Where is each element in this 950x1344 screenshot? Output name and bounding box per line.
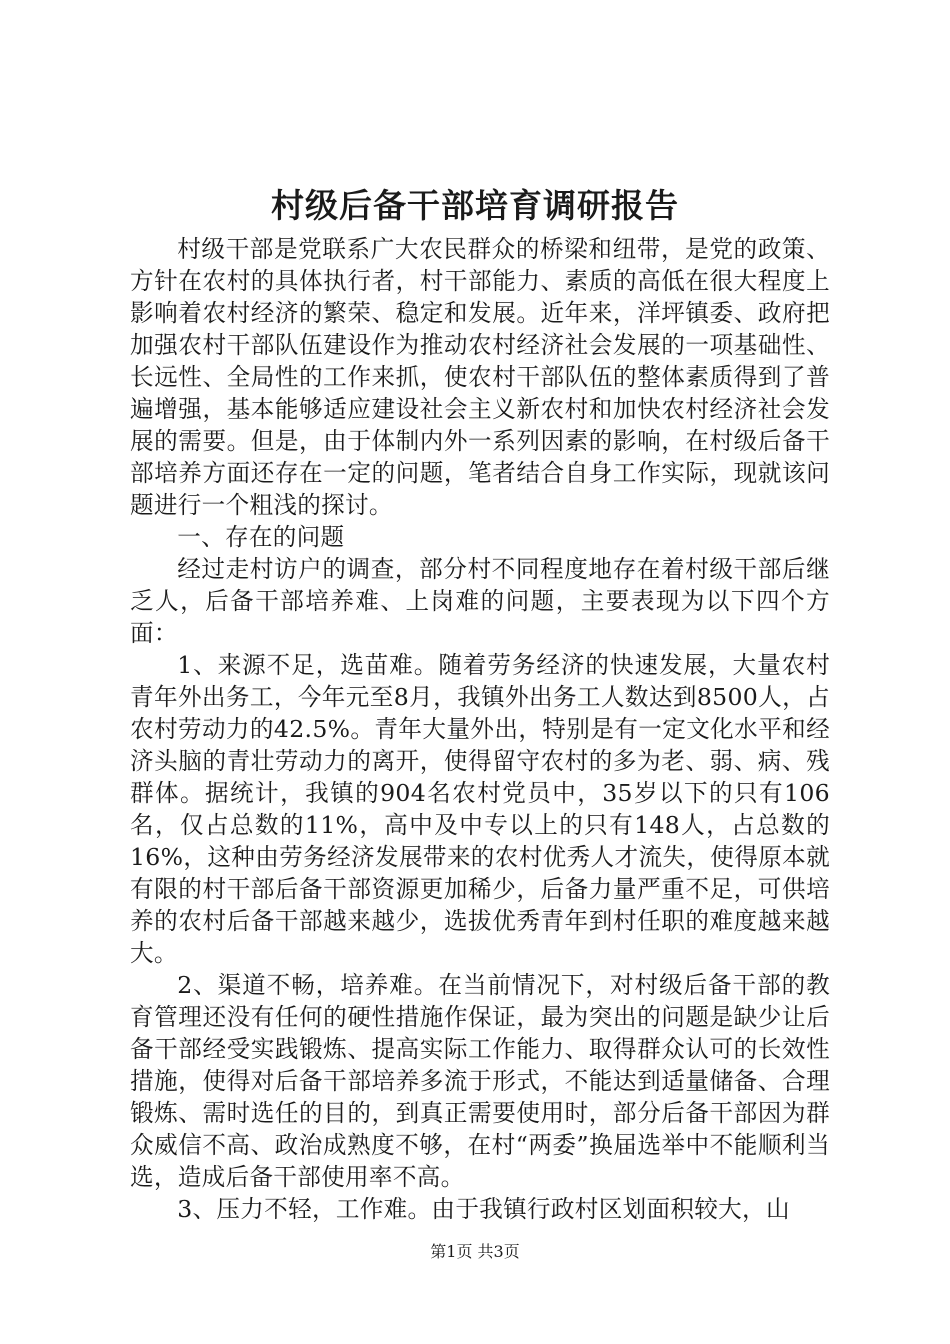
problem-3-paragraph: 3、压力不轻，工作难。由于我镇行政村区划面积较大，山 — [177, 1195, 790, 1223]
page-number-footer: 第1页 共3页 — [430, 1242, 520, 1261]
problem-2-paragraph: 2、渠道不畅，培养难。在当前情况下，对村级后备干部的教育管理还没有任何的硬性措施作保证，最为突出的问题是缺少让后备干部经受实践锻炼、提高实际工作能力、取得群众认可的长效性措施，使得对后备干部培养多流于形式，不能达到适量储备、合理锻炼、需时选任的目的，到真正需要使用时，部分后备干部因为群众威信不高、政治成熟度不够，在村“两委”换届选举中不能顺利当选，造成后备干部使用率不高。 — [130, 971, 830, 1191]
problem-1-paragraph: 1、来源不足，选苗难。随着劳务经济的快速发展，大量农村青年外出务工，今年元至8月，我镇外出务工人数达到8500人，占农村劳动力的42.5%。青年大量外出，特别是有一定文化水平和经济头脑的青壮劳动力的离开，使得留守农村的多为老、弱、病、残群体。据统计，我镇的904名农村党员中，35岁以下的只有106名，仅占总数的11%，高中及中专以上的只有148人，占总数的16%，这种由劳务经济发展带来的农村优秀人才流失，使得原本就有限的村干部后备干部资源更加稀少，后备力量严重不足，可供培养的农村后备干部越来越少，选拔优秀青年到村任职的难度越来越大。 — [130, 651, 830, 967]
problems-overview-paragraph: 经过走村访户的调查，部分村不同程度地存在着村级干部后继乏人，后备干部培养难、上岗难的问题，主要表现为以下四个方面： — [130, 555, 830, 647]
document-title: 村级后备干部培育调研报告 — [271, 186, 679, 225]
intro-paragraph: 村级干部是党联系广大农民群众的桥梁和纽带，是党的政策、方针在农村的具体执行者，村干部能力、素质的高低在很大程度上影响着农村经济的繁荣、稳定和发展。近年来，洋坪镇委、政府把加强农村干部队伍建设作为推动农村经济社会发展的一项基础性、长远性、全局性的工作来抓，使农村干部队伍的整体素质得到了普遍增强，基本能够适应建设社会主义新农村和加快农村经济社会发展的需要。但是，由于体制内外一系列因素的影响，在村级后备干部培养方面还存在一定的问题，笔者结合自身工作实际，现就该问题进行一个粗浅的探讨。 — [130, 235, 830, 519]
section-heading-problems: 一、存在的问题 — [177, 523, 345, 551]
document-body — [130, 233, 830, 1225]
